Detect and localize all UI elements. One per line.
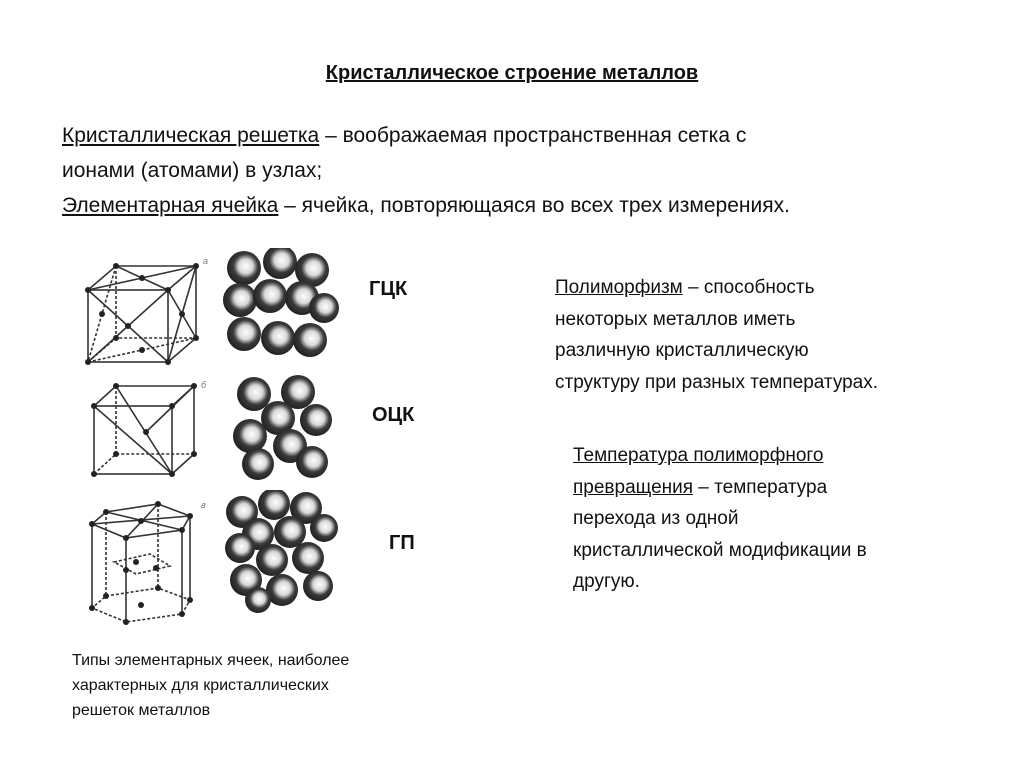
transition-term-1: Температура полиморфного (573, 445, 824, 466)
cell-text: – ячейка, повторяющаяся во всех трех измерениях. (278, 194, 790, 217)
transition-line-2: – температура (693, 476, 828, 498)
transition-block (573, 440, 867, 598)
cell-definition (62, 188, 982, 223)
bcc-spheres-icon (228, 372, 338, 482)
polymorphism-line-1: – способность (682, 277, 815, 298)
hcp-lattice-icon (86, 500, 206, 625)
cell-letter-v: в (201, 500, 206, 510)
fcc-spheres-icon (222, 248, 342, 363)
transition-line-3: перехода из одной (573, 508, 739, 529)
hcp-spheres-icon (222, 490, 342, 615)
polymorphism-term: Полиморфизм (555, 277, 683, 298)
transition-term-2: превращения (573, 476, 694, 498)
polymorphism-block (555, 272, 878, 398)
caption-line-2: характерных для кристаллических (72, 677, 329, 694)
polymorphism-line-2: некоторых металлов иметь (555, 308, 796, 330)
cell-letter-a: а (203, 256, 209, 266)
lattice-term: Кристаллическая решетка (62, 124, 320, 147)
fcc-lattice-icon (78, 258, 203, 368)
caption-line-1: Типы элементарных ячеек, наиболее (72, 652, 350, 669)
cell-term: Элементарная ячейка (62, 194, 279, 217)
hcp-label: ГП (389, 532, 415, 554)
fcc-label: ГЦК (369, 278, 408, 300)
lattice-text-2: ионами (атомами) в узлах; (62, 159, 323, 182)
bcc-label: ОЦК (372, 404, 415, 426)
lattice-text-1: – воображаемая пространственная сетка с (319, 124, 747, 147)
bcc-lattice-icon (86, 380, 201, 480)
caption-line-3: решеток металлов (72, 702, 211, 719)
polymorphism-line-3: различную кристаллическую (555, 340, 809, 361)
definitions (62, 118, 982, 223)
transition-line-4: кристаллической модификации в (573, 539, 867, 561)
cell-letter-b: б (201, 380, 207, 390)
polymorphism-line-4: структуру при разных температурах. (555, 371, 879, 393)
lattice-definition-line-1 (62, 118, 982, 153)
figure-caption (72, 648, 349, 723)
transition-line-5: другую. (573, 571, 640, 592)
page-title: Кристаллическое строение металлов (325, 62, 699, 84)
